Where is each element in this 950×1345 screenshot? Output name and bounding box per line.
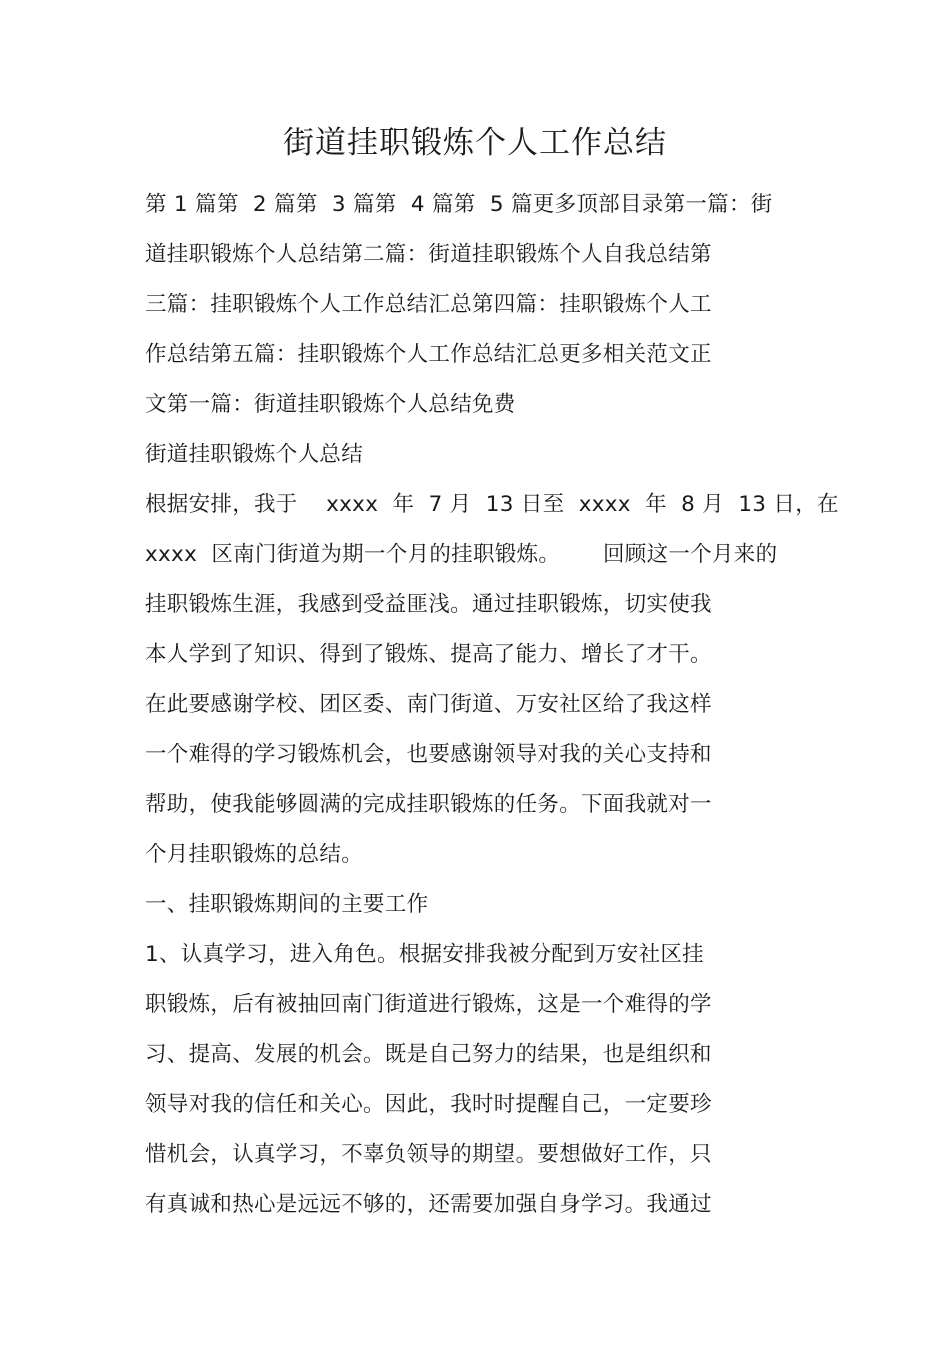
body-line: 惜机会，认真学习，不辜负领导的期望。要想做好工作，只 xyxy=(145,1142,712,1167)
body-line: 文第一篇：街道挂职锻炼个人总结免费 xyxy=(145,392,516,417)
body-line: 第 1 篇第 2 篇第 3 篇第 4 篇第 5 篇更多顶部目录第一篇：街 xyxy=(145,192,773,217)
section-heading: 一、挂职锻炼期间的主要工作 xyxy=(145,892,429,917)
body-line: 道挂职锻炼个人总结第二篇：街道挂职锻炼个人自我总结第 xyxy=(145,242,712,267)
body-line: 领导对我的信任和关心。因此，我时时提醒自己，一定要珍 xyxy=(145,1092,712,1117)
body-line: xxxx 区南门街道为期一个月的挂职锻炼。 回顾这一个月来的 xyxy=(145,542,778,567)
body-line: 习、提高、发展的机会。既是自己努力的结果，也是组织和 xyxy=(145,1042,712,1067)
body-line: 1、认真学习，进入角色。根据安排我被分配到万安社区挂 xyxy=(145,942,704,967)
section-heading: 街道挂职锻炼个人总结 xyxy=(145,442,364,467)
body-line: 挂职锻炼生涯，我感到受益匪浅。通过挂职锻炼，切实使我 xyxy=(145,592,712,617)
body-line: 在此要感谢学校、团区委、南门街道、万安社区给了我这样 xyxy=(145,692,712,717)
body-line: 一个难得的学习锻炼机会，也要感谢领导对我的关心支持和 xyxy=(145,742,712,767)
body-line: 个月挂职锻炼的总结。 xyxy=(145,842,364,867)
body-line: 三篇：挂职锻炼个人工作总结汇总第四篇：挂职锻炼个人工 xyxy=(145,292,712,317)
body-line: 本人学到了知识、得到了锻炼、提高了能力、增长了才干。 xyxy=(145,642,712,667)
body-line: 职锻炼，后有被抽回南门街道进行锻炼，这是一个难得的学 xyxy=(145,992,712,1017)
document-title: 街道挂职锻炼个人工作总结 xyxy=(283,125,667,161)
body-line: 帮助，使我能够圆满的完成挂职锻炼的任务。下面我就对一 xyxy=(145,792,712,817)
body-line: 作总结第五篇：挂职锻炼个人工作总结汇总更多相关范文正 xyxy=(145,342,712,367)
body-line: 有真诚和热心是远远不够的，还需要加强自身学习。我通过 xyxy=(145,1192,712,1217)
body-line: 根据安排，我于 xxxx 年 7 月 13 日至 xxxx 年 8 月 13 日，在 xyxy=(145,492,839,517)
